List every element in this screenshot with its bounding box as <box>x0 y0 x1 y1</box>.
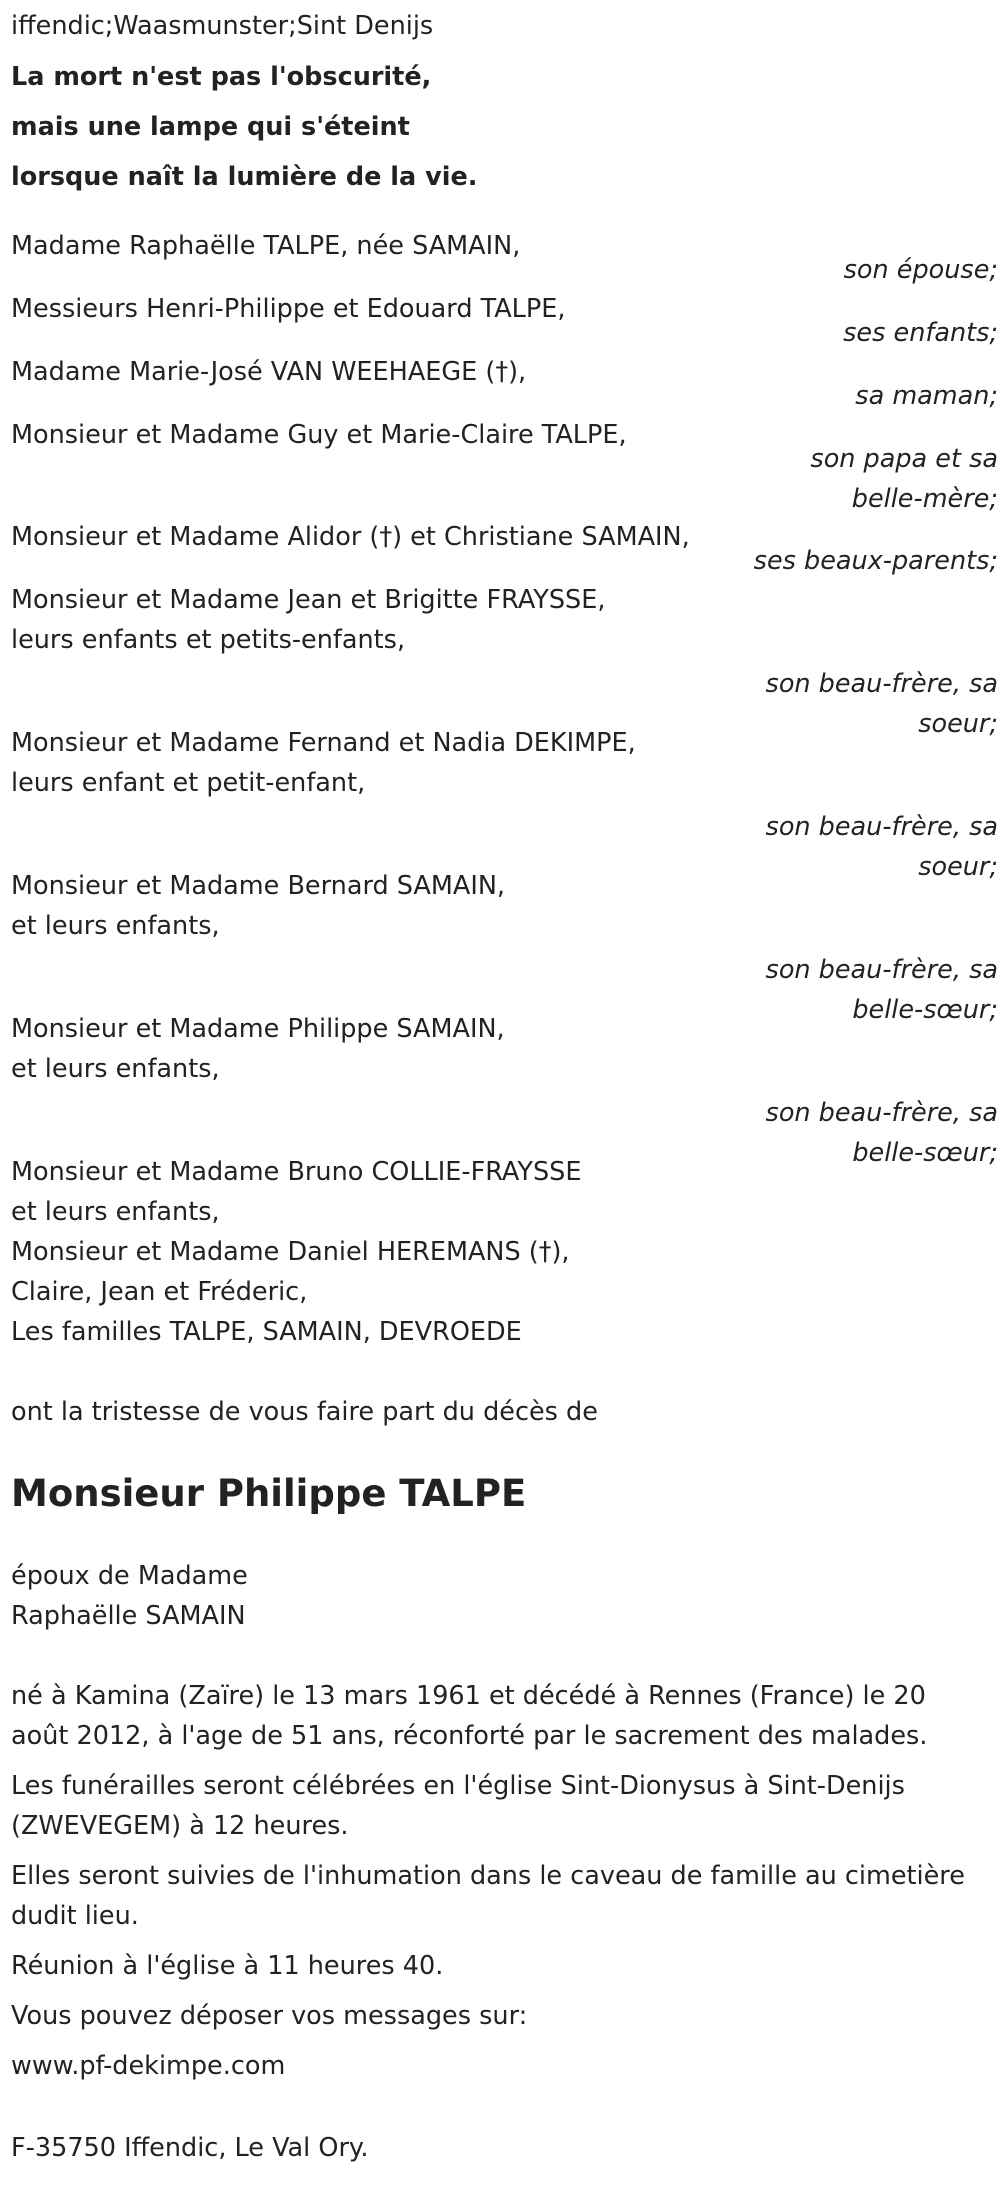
family-names <box>11 1009 751 1089</box>
family-relation: son beau-frère, sa soeur; <box>765 812 998 882</box>
family-name-line: Monsieur et Madame Jean et Brigitte FRAYSSE, <box>11 585 606 615</box>
poem-line: lorsque naît la lumière de la vie. <box>11 162 478 192</box>
family-name-line: leurs enfant et petit-enfant, <box>11 768 366 798</box>
spouse-line: Raphaëlle SAMAIN <box>11 1601 246 1631</box>
poem <box>11 52 995 202</box>
burial-text: Elles seront suivies de l'inhumation dans le caveau de famille au cimetière dudit lieu. <box>11 1861 965 1931</box>
obituary-notice <box>11 0 998 2168</box>
funeral-text: Les funérailles seront célébrées en l'église Sint-Dionysus à Sint-Denijs (ZWEVEGEM) à 12 heures. <box>11 1771 905 1841</box>
family-names: Monsieur et Madame Guy et Marie-Claire TALPE, <box>11 420 627 450</box>
relative-line: Monsieur et Madame Bruno COLLIE-FRAYSSE <box>11 1157 582 1187</box>
family-entry <box>11 866 998 1025</box>
relative-line: Claire, Jean et Fréderic, <box>11 1277 308 1307</box>
family-entry <box>11 723 998 882</box>
birth-death-text: né à Kamina (Zaïre) le 13 mars 1961 et décédé à Rennes (France) le 20 août 2012, à l'age de 51 ans, réconforté par le sacrement des malades. <box>11 1681 928 1751</box>
family-name-line: Monsieur et Madame Fernand et Nadia DEKIMPE, <box>11 728 636 758</box>
messages-label: Vous pouvez déposer vos messages sur: <box>11 2001 528 2031</box>
family-relation: sa maman; <box>855 381 998 411</box>
deceased-name: Monsieur Philippe TALPE <box>11 1472 527 1515</box>
family-name-line: Monsieur et Madame Bernard SAMAIN, <box>11 871 506 901</box>
family-name-line: Monsieur et Madame Philippe SAMAIN, <box>11 1014 505 1044</box>
family-name-line: leurs enfants et petits-enfants, <box>11 625 406 655</box>
other-relatives <box>11 1152 995 1352</box>
relative-line: Monsieur et Madame Daniel HEREMANS (†), <box>11 1237 570 1267</box>
address-text: F-35750 Iffendic, Le Val Ory. <box>11 2133 369 2163</box>
announcement-text: ont la tristesse de vous faire part du décès de <box>11 1397 598 1427</box>
details <box>11 1676 995 2086</box>
family-entry <box>11 580 998 739</box>
family-names <box>11 580 751 660</box>
family-relation: son épouse; <box>843 255 998 285</box>
family-entry <box>11 226 998 289</box>
family-names <box>11 866 751 946</box>
relative-line: et leurs enfants, <box>11 1197 220 1227</box>
family-names: Monsieur et Madame Alidor (†) et Christiane SAMAIN, <box>11 522 690 552</box>
family-name-line: et leurs enfants, <box>11 1054 220 1084</box>
family-names: Madame Raphaëlle TALPE, née SAMAIN, <box>11 231 521 261</box>
family-name-line: et leurs enfants, <box>11 911 220 941</box>
spouse-line: époux de Madame <box>11 1561 248 1591</box>
family-entry <box>11 517 998 580</box>
relative-line: Les familles TALPE, SAMAIN, DEVROEDE <box>11 1317 522 1347</box>
family-names: Messieurs Henri-Philippe et Edouard TALPE, <box>11 294 566 324</box>
family-names: Madame Marie-José VAN WEEHAEGE (†), <box>11 357 527 387</box>
spouse-info <box>11 1556 995 1636</box>
family-relation: son beau-frère, sa belle-sœur; <box>765 955 998 1025</box>
family-relation: ses beaux-parents; <box>753 546 998 576</box>
family-entry <box>11 289 998 352</box>
family-list <box>11 226 998 1168</box>
family-entry <box>11 1009 998 1168</box>
family-names <box>11 723 751 803</box>
header-locations: iffendic;Waasmunster;Sint Denijs <box>11 11 434 41</box>
poem-line: La mort n'est pas l'obscurité, <box>11 62 432 92</box>
family-entry <box>11 352 998 415</box>
family-relation: son beau-frère, sa belle-sœur; <box>765 1098 998 1168</box>
family-entry <box>11 415 998 517</box>
family-relation: ses enfants; <box>843 318 998 348</box>
family-relation: son papa et sa belle-mère; <box>810 444 998 514</box>
family-relation: son beau-frère, sa soeur; <box>765 669 998 739</box>
meeting-text: Réunion à l'église à 11 heures 40. <box>11 1951 444 1981</box>
website-link[interactable]: www.pf-dekimpe.com <box>11 2051 286 2081</box>
poem-line: mais une lampe qui s'éteint <box>11 112 410 142</box>
